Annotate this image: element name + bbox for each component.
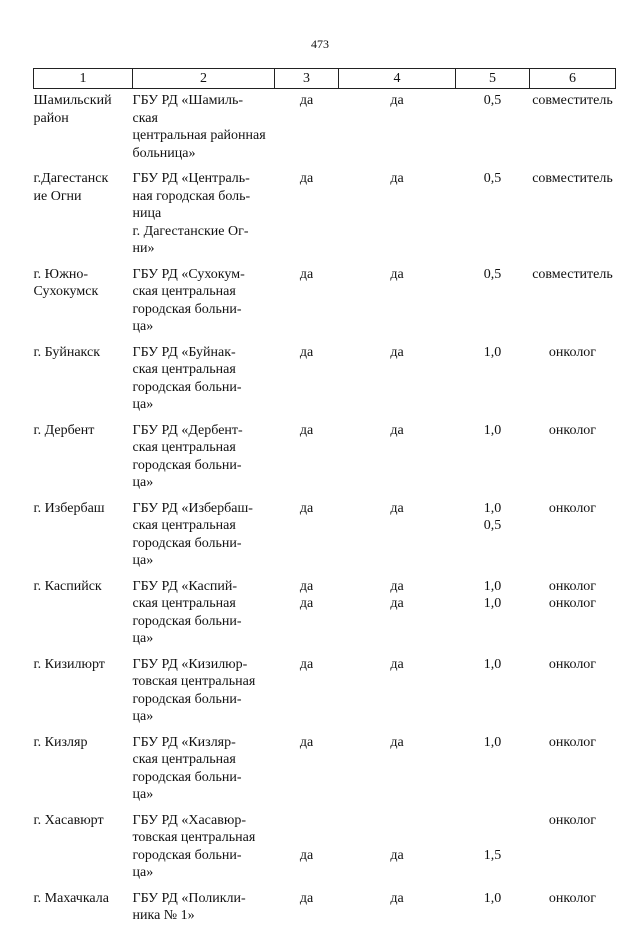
position-cell <box>530 731 616 809</box>
cell-line: да <box>299 422 314 438</box>
cell-line: 0,5 <box>483 93 502 108</box>
cell-line: онколог <box>548 812 597 828</box>
institution-cell <box>133 731 275 809</box>
cell-line <box>456 829 530 847</box>
cell-line: ца» <box>132 787 154 802</box>
row-spacer <box>339 110 456 115</box>
cell-line: онколог <box>548 500 597 516</box>
row-spacer <box>530 751 616 756</box>
column-4-cell <box>339 89 456 168</box>
cell-line: городская больни- <box>132 379 242 395</box>
row-spacer <box>530 517 616 522</box>
table-row <box>34 653 616 731</box>
cell-line: центральная районная <box>132 128 266 143</box>
table-body <box>34 89 616 930</box>
cell-line: онколог <box>548 422 597 438</box>
cell-line: г. Кизилюрт <box>33 656 105 672</box>
cell-line <box>339 829 456 847</box>
locality-cell <box>34 341 133 419</box>
row-spacer <box>456 283 530 288</box>
cell-line: г. Дербент <box>33 422 95 438</box>
cell-line: городская больни- <box>132 613 242 629</box>
row-spacer <box>530 439 616 444</box>
cell-line: да <box>390 93 404 108</box>
institution-cell <box>133 419 275 497</box>
row-spacer <box>456 439 530 444</box>
row-spacer <box>456 110 530 115</box>
cell-line: товская центральная <box>132 674 256 689</box>
column-4-cell <box>339 575 456 653</box>
rate-cell <box>456 419 530 497</box>
row-spacer <box>530 110 616 115</box>
row-spacer <box>339 864 456 869</box>
cell-line: да <box>299 596 314 611</box>
locality-cell <box>34 419 133 497</box>
cell-line: ие Огни <box>33 188 82 204</box>
column-3-cell <box>275 341 339 419</box>
cell-line: да <box>299 890 314 906</box>
cell-line: г. Южно- <box>33 266 89 282</box>
cell-line <box>339 812 456 830</box>
table-row <box>34 887 616 930</box>
cell-line: г. Избербаш <box>33 500 105 516</box>
row-spacer <box>275 283 339 288</box>
cell-line: г.Дагестанск <box>33 171 109 186</box>
row-spacer <box>34 301 133 306</box>
position-cell <box>530 887 616 930</box>
cell-line: да <box>299 734 314 750</box>
cell-line: ская <box>132 110 158 126</box>
row-spacer <box>339 517 456 522</box>
position-cell <box>530 89 616 168</box>
row-spacer <box>456 673 530 678</box>
locality-cell <box>34 653 133 731</box>
rate-cell <box>456 809 530 887</box>
cell-line: 0,5 <box>483 171 502 186</box>
cell-line: онколог <box>548 890 597 906</box>
cell-line: городская больни- <box>132 847 242 863</box>
column-3-cell <box>275 167 339 263</box>
cell-line: г. Дагестанские Ог- <box>132 223 249 239</box>
cell-line: 1,0 <box>483 500 502 516</box>
row-spacer <box>456 613 530 618</box>
row-spacer <box>133 925 275 930</box>
position-cell <box>530 263 616 341</box>
cell-line: ГБУ РД «Шамиль- <box>132 93 244 108</box>
page-number: 473 <box>311 37 329 51</box>
cell-line: да <box>390 500 404 516</box>
cell-line: 1,5 <box>483 847 502 863</box>
cell-line: ца» <box>132 319 154 334</box>
row-spacer <box>339 188 456 193</box>
row-spacer <box>339 283 456 288</box>
cell-line: ская центральная <box>132 440 236 455</box>
column-3-cell <box>275 653 339 731</box>
cell-line: ГБУ РД «Сухокум- <box>132 266 245 282</box>
cell-line: ца» <box>132 553 154 568</box>
table-row <box>34 497 616 575</box>
cell-line: ная городская боль- <box>132 188 251 204</box>
institution-cell <box>133 653 275 731</box>
rate-cell <box>456 731 530 809</box>
cell-line: г. Каспийск <box>33 578 102 594</box>
cell-line: ская центральная <box>132 596 236 611</box>
cell-line: городская больни- <box>132 301 242 317</box>
column-3-cell <box>275 887 339 930</box>
institution-cell <box>133 263 275 341</box>
column-header-2: 2 <box>133 69 275 89</box>
cell-line: да <box>390 171 404 186</box>
staffing-table <box>33 68 616 930</box>
column-3-cell <box>275 575 339 653</box>
rate-cell <box>456 497 530 575</box>
column-4-cell <box>339 341 456 419</box>
institution-cell <box>133 575 275 653</box>
cell-line: ница <box>132 206 162 221</box>
column-header-4: 4 <box>339 69 456 89</box>
column-3-cell <box>275 497 339 575</box>
row-spacer <box>34 205 133 210</box>
cell-line: да <box>299 500 314 516</box>
column-3-cell <box>275 419 339 497</box>
row-spacer <box>34 361 133 366</box>
row-spacer <box>275 439 339 444</box>
cell-line: 0,5 <box>483 518 502 533</box>
column-4-cell <box>339 167 456 263</box>
cell-line: ГБУ РД «Избербаш- <box>132 500 253 516</box>
cell-line: район <box>33 110 69 126</box>
column-4-cell <box>339 263 456 341</box>
table-row <box>34 575 616 653</box>
cell-line: онколог <box>548 734 597 750</box>
column-header-5: 5 <box>456 69 530 89</box>
cell-line: городская больни- <box>132 691 242 707</box>
cell-line: да <box>299 656 314 672</box>
position-cell <box>530 341 616 419</box>
cell-line: онколог <box>548 578 597 594</box>
cell-line: ГБУ РД «Буйнак- <box>132 344 236 360</box>
cell-line: ская центральная <box>132 518 236 533</box>
cell-line <box>275 829 339 847</box>
position-cell <box>530 809 616 887</box>
cell-line: совместитель <box>532 171 613 186</box>
cell-line: 1,0 <box>483 344 502 360</box>
cell-line: Шамильский <box>33 93 112 108</box>
cell-line: ГБУ РД «Централь- <box>132 171 250 186</box>
cell-line: да <box>299 344 314 360</box>
cell-line: да <box>390 266 404 282</box>
cell-line: городская больни- <box>132 769 242 785</box>
table-row <box>34 263 616 341</box>
institution-cell <box>133 887 275 930</box>
cell-line: ская центральная <box>132 752 236 767</box>
row-spacer <box>275 188 339 193</box>
locality-cell <box>34 167 133 263</box>
institution-cell <box>133 341 275 419</box>
table-row <box>34 809 616 887</box>
cell-line: онколог <box>548 656 597 672</box>
column-4-cell <box>339 419 456 497</box>
row-spacer <box>34 829 133 834</box>
cell-line: совместитель <box>532 266 613 282</box>
cell-line: городская больни- <box>132 535 242 551</box>
cell-line: г. Кизляр <box>33 734 88 750</box>
cell-line: ни» <box>132 241 155 256</box>
institution-cell <box>133 167 275 263</box>
cell-line: 1,0 <box>483 734 502 750</box>
row-spacer <box>530 188 616 193</box>
cell-line: ца» <box>132 865 154 880</box>
rate-cell <box>456 167 530 263</box>
locality-cell <box>34 809 133 887</box>
cell-line: 1,0 <box>483 890 502 906</box>
row-spacer <box>34 517 133 522</box>
cell-line: ГБУ РД «Кизляр- <box>132 734 236 750</box>
position-cell <box>530 653 616 731</box>
row-spacer <box>339 751 456 756</box>
column-header-3: 3 <box>275 69 339 89</box>
row-spacer <box>275 751 339 756</box>
cell-line: да <box>299 847 314 863</box>
institution-cell <box>133 89 275 168</box>
rate-cell <box>456 887 530 930</box>
row-spacer <box>530 361 616 366</box>
rate-cell <box>456 341 530 419</box>
cell-line: 1,0 <box>483 578 502 594</box>
column-4-cell <box>339 653 456 731</box>
cell-line: ца» <box>132 631 154 646</box>
row-spacer <box>339 613 456 618</box>
cell-line: да <box>299 93 314 108</box>
table-row <box>34 89 616 168</box>
cell-line: товская центральная <box>132 830 256 845</box>
position-cell <box>530 167 616 263</box>
cell-line: 1,0 <box>483 422 502 438</box>
institution-cell <box>133 809 275 887</box>
cell-line <box>275 812 339 830</box>
row-spacer <box>275 361 339 366</box>
cell-line: да <box>390 847 404 863</box>
row-spacer <box>456 535 530 540</box>
cell-line: больница» <box>132 145 196 161</box>
row-spacer <box>34 439 133 444</box>
position-cell <box>530 419 616 497</box>
column-4-cell <box>339 887 456 930</box>
cell-line: ГБУ РД «Хасавюр- <box>132 812 246 828</box>
cell-line: ГБУ РД «Кизилюр- <box>132 656 248 672</box>
cell-line: ская центральная <box>132 284 236 299</box>
cell-line: ца» <box>132 475 154 490</box>
row-spacer <box>34 673 133 678</box>
table-row <box>34 167 616 263</box>
institution-cell <box>133 497 275 575</box>
locality-cell <box>34 887 133 930</box>
row-spacer <box>34 127 133 132</box>
column-3-cell <box>275 263 339 341</box>
column-3-cell <box>275 731 339 809</box>
column-3-cell <box>275 809 339 887</box>
row-spacer <box>275 517 339 522</box>
table-row <box>34 731 616 809</box>
row-spacer <box>34 751 133 756</box>
cell-line: ГБУ РД «Поликли- <box>132 890 246 906</box>
cell-line: г. Махачкала <box>33 890 109 906</box>
locality-cell <box>34 263 133 341</box>
row-spacer <box>339 361 456 366</box>
cell-line: 1,0 <box>483 656 502 672</box>
row-spacer <box>530 829 616 834</box>
cell-line: да <box>390 344 404 360</box>
row-spacer <box>530 673 616 678</box>
cell-line: 1,0 <box>483 596 502 611</box>
row-spacer <box>34 595 133 600</box>
row-spacer <box>456 864 530 869</box>
locality-cell <box>34 575 133 653</box>
rate-cell <box>456 263 530 341</box>
row-spacer <box>339 673 456 678</box>
cell-line: да <box>390 422 404 438</box>
cell-line: городская больни- <box>132 457 242 473</box>
cell-line <box>456 812 530 830</box>
row-spacer <box>530 283 616 288</box>
row-spacer <box>456 751 530 756</box>
cell-line: ГБУ РД «Каспий- <box>132 578 238 594</box>
row-spacer <box>275 110 339 115</box>
cell-line: да <box>390 578 404 594</box>
cell-line: Сухокумск <box>33 284 99 299</box>
table-row <box>34 341 616 419</box>
table-row <box>34 419 616 497</box>
column-3-cell <box>275 89 339 168</box>
column-4-cell <box>339 809 456 887</box>
cell-line: ника № 1» <box>132 908 195 923</box>
position-cell <box>530 575 616 653</box>
cell-line: да <box>390 890 404 906</box>
column-header-1: 1 <box>34 69 133 89</box>
column-header-6: 6 <box>530 69 616 89</box>
cell-line: да <box>390 734 404 750</box>
cell-line: онколог <box>548 596 597 611</box>
cell-line: ца» <box>132 397 154 412</box>
cell-line: совместитель <box>532 93 613 108</box>
cell-line: 0,5 <box>483 266 502 282</box>
cell-line: да <box>299 171 314 186</box>
cell-line: да <box>390 656 404 672</box>
locality-cell <box>34 497 133 575</box>
cell-line: да <box>390 596 404 611</box>
row-spacer <box>456 361 530 366</box>
row-spacer <box>530 613 616 618</box>
cell-line: онколог <box>548 344 597 360</box>
cell-line: ца» <box>132 709 154 724</box>
locality-cell <box>34 731 133 809</box>
rate-cell <box>456 653 530 731</box>
row-spacer <box>275 613 339 618</box>
row-spacer <box>275 864 339 869</box>
row-spacer <box>456 188 530 193</box>
column-4-cell <box>339 731 456 809</box>
rate-cell <box>456 89 530 168</box>
cell-line: г. Буйнакск <box>33 344 101 360</box>
position-cell <box>530 497 616 575</box>
cell-line: г. Хасавюрт <box>33 812 104 828</box>
rate-cell <box>456 575 530 653</box>
header-row <box>34 69 616 89</box>
locality-cell <box>34 89 133 168</box>
row-spacer <box>275 673 339 678</box>
row-spacer <box>339 439 456 444</box>
cell-line: да <box>299 578 314 594</box>
cell-line: ская центральная <box>132 362 236 377</box>
cell-line: да <box>299 266 314 282</box>
column-4-cell <box>339 497 456 575</box>
cell-line: ГБУ РД «Дербент- <box>132 422 243 438</box>
